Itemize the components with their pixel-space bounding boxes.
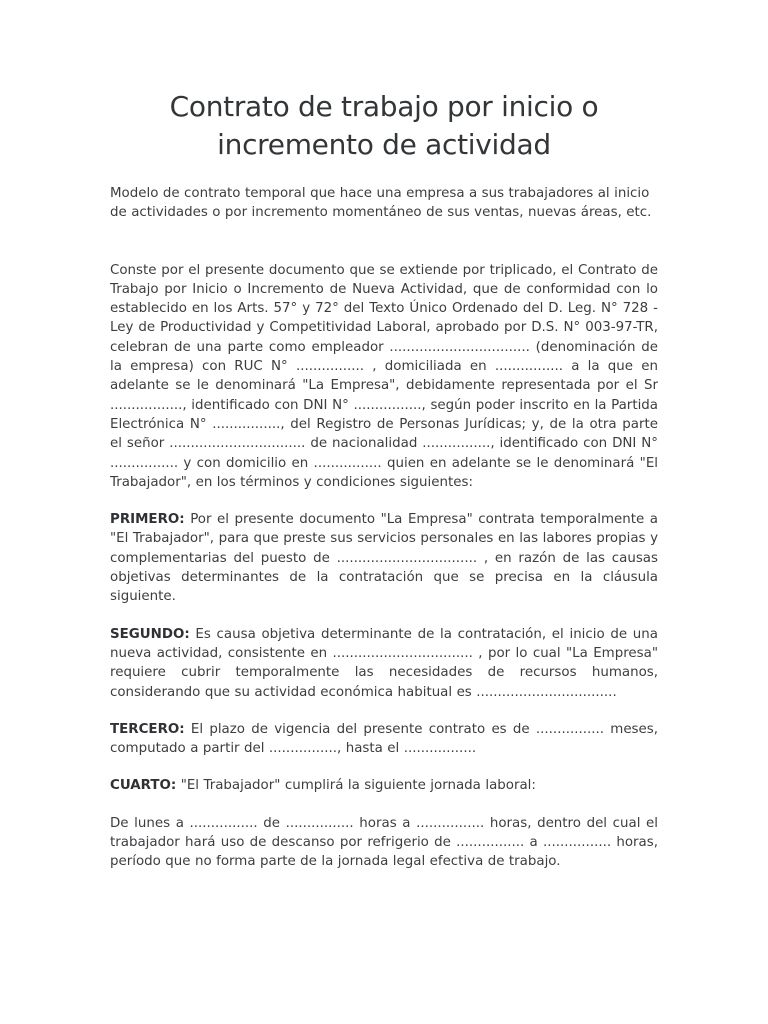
clause-text: El plazo de vigencia del presente contrato es de ................ meses, computado a partir del ................, hasta el .................	[110, 721, 658, 757]
clause-cuarto	[110, 776, 658, 795]
preamble-paragraph: Conste por el presente documento que se extiende por triplicado, el Contrato de Trabajo por Inicio o Incremento de Nueva Actividad, que de conformidad con lo establecido en los Arts. 57° y 72° del Texto Único Ordenado del D. Leg. N° 728 - Ley de Productividad y Competitividad Laboral, aprobado por D.S. N° 003-97-TR, celebran de una parte como empleador ................................. (denominación de la empresa) con RUC N° ................ , domiciliada en ................ a la que en adelante se le denominará "La Empresa", debidamente representada por el Sr ................., identificado con DNI N° ................, según poder inscrito en la Partida Electrónica N° ................, del Registro de Personas Jurídicas; y, de la otra parte el señor ................................ de nacionalidad ................, identificado con DNI N° ................ y con domicilio en ................ quien en adelante se le denominará "El Trabajador", en los términos y condiciones siguientes:	[110, 262, 658, 490]
document-title	[110, 88, 658, 164]
clause-text: Es causa objetiva determinante de la contratación, el inicio de una nueva actividad, consistente en ................................. , por lo cual "La Empresa" requiere cubrir temporalmente las necesidades de recursos humanos, considerando que su actividad económica habitual es .................................	[110, 626, 658, 700]
clause-text: "El Trabajador" cumplirá la siguiente jornada laboral:	[176, 778, 536, 794]
clause-primero	[110, 510, 658, 606]
clause-tercero	[110, 720, 658, 759]
schedule-paragraph: De lunes a ................ de ................ horas a ................ horas, dentro del cual el trabajador hará uso de descanso por refrigerio de ................ a ................ horas, período que no forma parte de la jornada legal efectiva de trabajo.	[110, 815, 658, 870]
title-line-1: Contrato de trabajo por inicio o	[169, 90, 599, 123]
document-lead: Modelo de contrato temporal que hace una empresa a sus trabajadores al inicio de actividades o por incremento momentáneo de sus ventas, nuevas áreas, etc.	[110, 186, 652, 221]
clause-label: SEGUNDO:	[110, 626, 190, 642]
clause-text: Por el presente documento "La Empresa" contrata temporalmente a "El Trabajador", para que preste sus servicios personales en las labores propias y complementarias del puesto de ................................. , en razón de las causas objetivas determinantes de la contratación que se precisa en la cláusula siguiente.	[110, 512, 658, 605]
clause-label: TERCERO:	[110, 721, 185, 737]
clause-label: PRIMERO:	[110, 512, 185, 528]
clause-segundo	[110, 625, 658, 702]
title-line-2: incremento de actividad	[217, 128, 551, 161]
clause-label: CUARTO:	[110, 778, 177, 794]
